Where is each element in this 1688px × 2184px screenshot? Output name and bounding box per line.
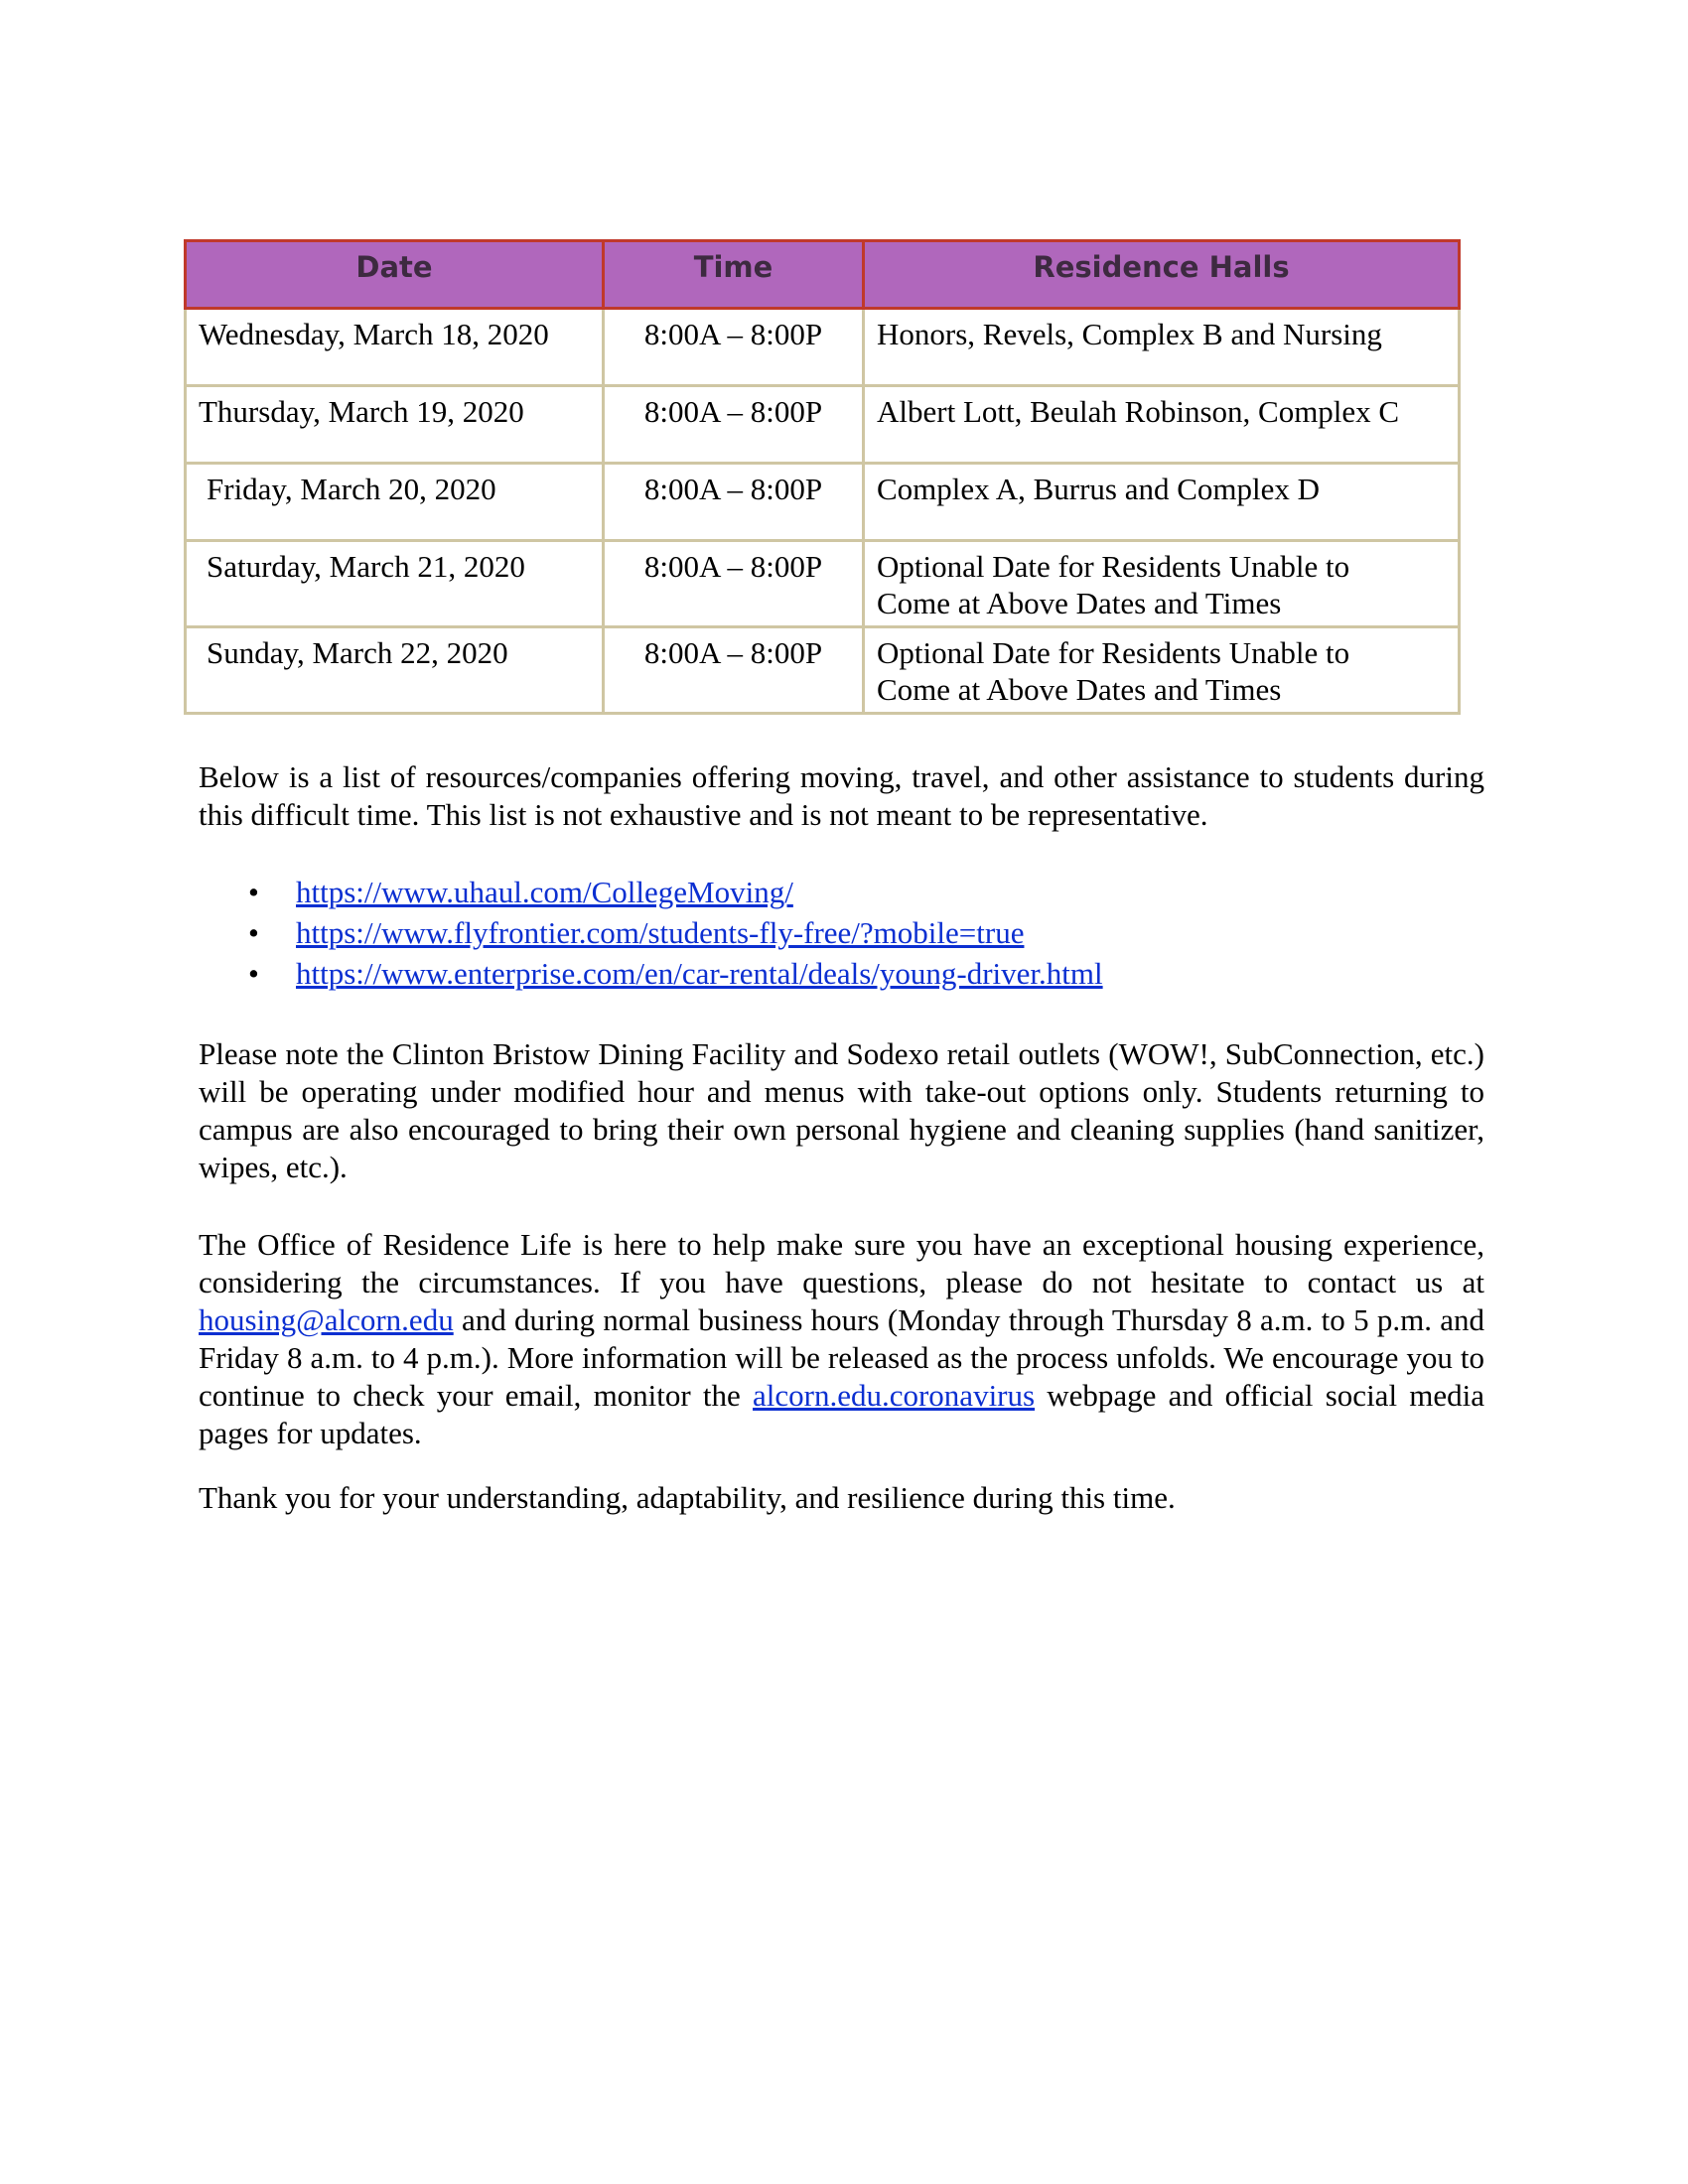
bullet-icon: • <box>248 915 259 950</box>
header-time: Time <box>604 241 864 309</box>
halls-line: Optional Date for Residents Unable to <box>877 549 1350 584</box>
resources-intro-paragraph: Below is a list of resources/companies offering moving, travel, and other assistance to students during this difficult time. This list is not exhaustive and is not meant to be representative. <box>199 759 1484 832</box>
table-row <box>186 386 1460 464</box>
bullet-icon: • <box>248 956 259 991</box>
bullet-icon: • <box>248 875 259 909</box>
table-row <box>186 464 1460 541</box>
time-cell: 8:00A – 8:00P <box>604 309 864 386</box>
halls-cell <box>864 627 1460 714</box>
table-row <box>186 541 1460 627</box>
date-cell: Wednesday, March 18, 2020 <box>186 309 604 386</box>
halls-cell <box>864 541 1460 627</box>
contact-text: The Office of Residence Life is here to help make sure you have an exceptional housing experience, considering the circumstances. If you have questions, please do not hesitate to contact us at <box>199 1227 1484 1299</box>
time-cell: 8:00A – 8:00P <box>604 464 864 541</box>
halls-cell: Albert Lott, Beulah Robinson, Complex C <box>864 386 1460 464</box>
date-cell: Friday, March 20, 2020 <box>186 464 604 541</box>
list-item <box>248 872 1103 912</box>
list-item <box>248 912 1103 953</box>
time-cell: 8:00A – 8:00P <box>604 386 864 464</box>
halls-cell: Complex A, Burrus and Complex D <box>864 464 1460 541</box>
coronavirus-webpage-link[interactable]: alcorn.edu.coronavirus <box>753 1378 1036 1413</box>
table-row <box>186 309 1460 386</box>
closing-paragraph: Thank you for your understanding, adaptability, and resilience during this time. <box>199 1480 1176 1515</box>
enterprise-link[interactable]: https://www.enterprise.com/en/car-rental/deals/young-driver.html <box>296 956 1103 991</box>
contact-text: and during normal business hours (Monday through Thursday 8 a.m. to 5 p.m. and Friday 8 a.m. to 4 p.m.). More information will be released as the process unfolds. We encourage you to continue to check your email, monitor the <box>199 1302 1484 1413</box>
uhaul-link[interactable]: https://www.uhaul.com/CollegeMoving/ <box>296 875 793 909</box>
table-row <box>186 627 1460 714</box>
frontier-link[interactable]: https://www.flyfrontier.com/students-fly-free/?mobile=true <box>296 915 1025 950</box>
header-residence-halls: Residence Halls <box>864 241 1460 309</box>
housing-email-link[interactable]: housing@alcorn.edu <box>199 1302 454 1337</box>
header-date: Date <box>186 241 604 309</box>
contact-text: webpage and official social media pages for updates. <box>199 1378 1485 1450</box>
halls-line: Come at Above Dates and Times <box>877 672 1282 707</box>
resource-links-list <box>248 872 1103 994</box>
halls-line: Optional Date for Residents Unable to <box>877 635 1350 670</box>
time-cell: 8:00A – 8:00P <box>604 541 864 627</box>
list-item <box>248 953 1103 994</box>
dining-note-paragraph: Please note the Clinton Bristow Dining Facility and Sodexo retail outlets (WOW!, SubConnection, etc.) will be operating under modified hour and menus with take-out options only. Students returning to campus are also encouraged to bring their own personal hygiene and cleaning supplies (hand sanitizer, wipes, etc.). <box>199 1036 1484 1184</box>
move-out-schedule-table <box>184 239 1461 715</box>
table-header-row <box>186 241 1460 309</box>
halls-line: Come at Above Dates and Times <box>877 586 1282 620</box>
contact-paragraph <box>199 1226 1484 1452</box>
date-cell: Sunday, March 22, 2020 <box>186 627 604 714</box>
date-cell: Thursday, March 19, 2020 <box>186 386 604 464</box>
time-cell: 8:00A – 8:00P <box>604 627 864 714</box>
halls-cell: Honors, Revels, Complex B and Nursing <box>864 309 1460 386</box>
date-cell: Saturday, March 21, 2020 <box>186 541 604 627</box>
